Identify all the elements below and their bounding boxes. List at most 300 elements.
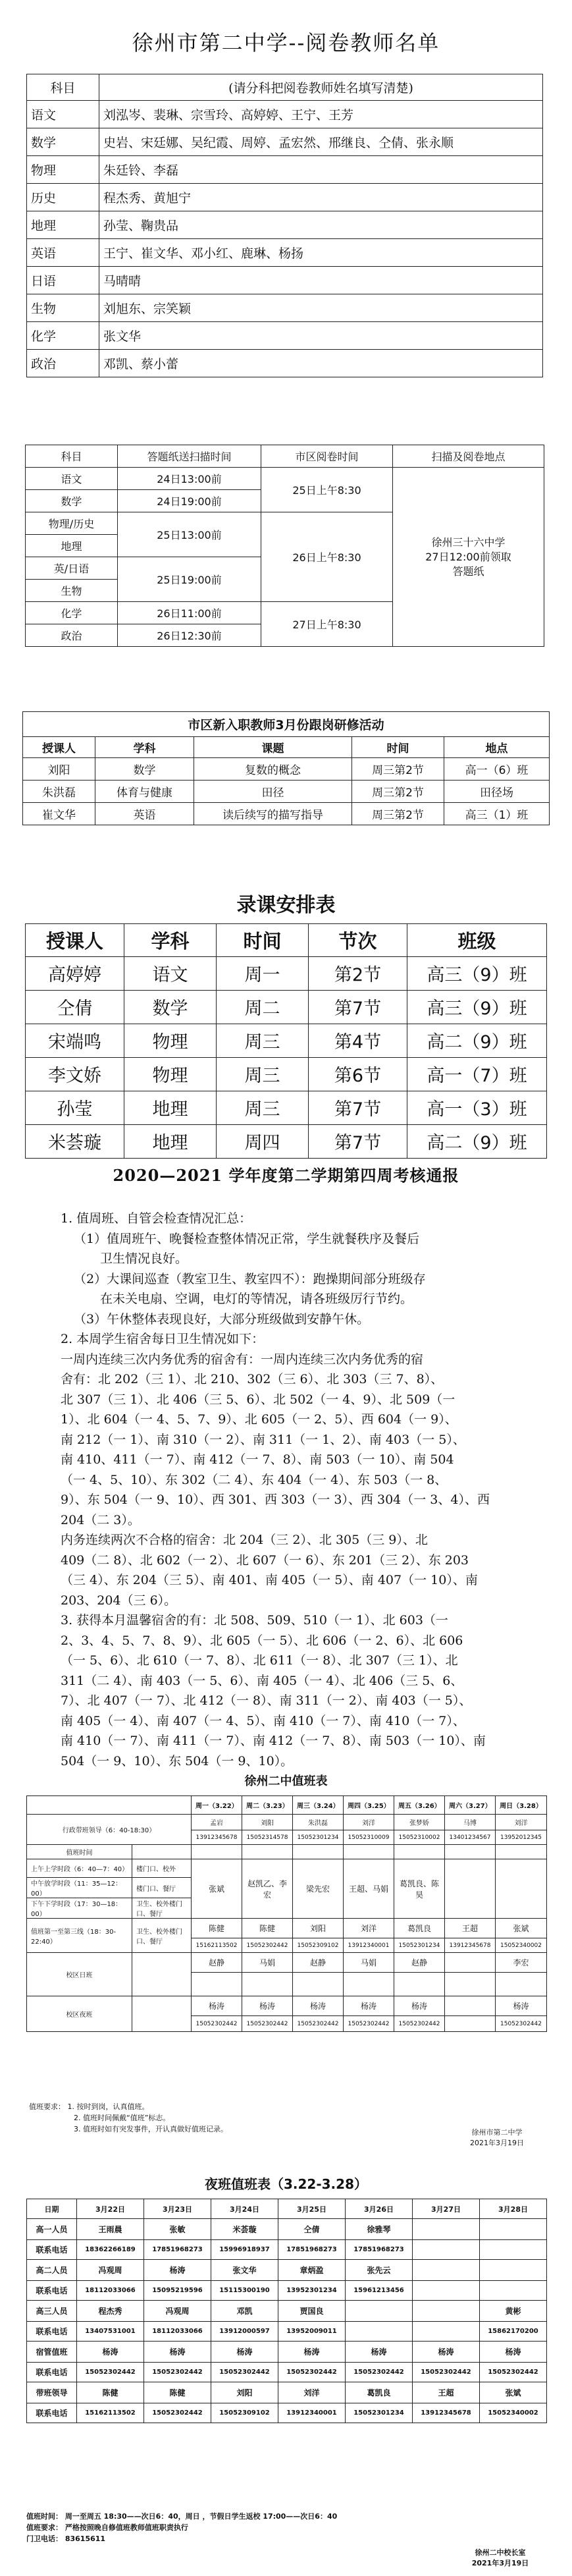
- row-label: 中午放学时段（11：35—12：00）: [27, 1878, 132, 1898]
- leader-name: 孟岩: [192, 1815, 242, 1830]
- teachers-cell: 朱廷铃、李磊: [99, 156, 543, 184]
- recording-cell: 周三: [217, 1057, 309, 1091]
- scan-time-cell: 25日19:00前: [118, 557, 261, 602]
- campus-day-teacher: 赵静: [192, 1953, 242, 1973]
- recording-cell: 物理: [124, 1057, 217, 1091]
- empty-cell: [445, 1859, 496, 1919]
- subject-cell: 英语: [27, 239, 99, 267]
- duty-teacher: 张斌: [192, 1859, 242, 1919]
- teachers-cell: 刘旭东、宗笑颖: [99, 294, 543, 322]
- teacher-cell: 章炳盈: [278, 2260, 346, 2281]
- teacher-cell: 刘洋: [278, 2382, 346, 2403]
- subject-cell: 英/日语: [26, 557, 118, 580]
- recording-table: [25, 883, 547, 1159]
- row-label: 高三人员: [27, 2301, 77, 2322]
- table-row: [26, 1124, 547, 1158]
- night-duty-title: 夜班值班表（3.22-3.28）: [205, 2176, 367, 2192]
- phone-cell: 15052302442: [278, 2363, 346, 2382]
- report-line: 舍有：北 202（三 1）、北 210、302（三 6）、北 303（三 7、8）、: [61, 1372, 444, 1386]
- report-line: 2、3、4、5、7、8、9）、北 605（一 5）、北 606（一 2、6）、北 606: [61, 1633, 463, 1648]
- empty-cell: [293, 1845, 344, 1859]
- night-phone: 15052340002: [496, 1938, 547, 1953]
- phone-cell: 15996918937: [211, 2240, 278, 2260]
- row-label: 下午下学时段（17：30—18：00）: [27, 1898, 132, 1919]
- row-label: 带班领导: [27, 2382, 77, 2403]
- phone-cell: 13407531001: [77, 2322, 144, 2342]
- table-row: [27, 2240, 547, 2260]
- report-line: 204（二 3）。: [61, 1512, 140, 1527]
- teacher-cell: [480, 2260, 547, 2281]
- campus-night-teacher: 杨涛: [192, 1996, 242, 2016]
- teacher-cell: [413, 2260, 480, 2281]
- teacher-cell: 米荟璇: [211, 2219, 278, 2240]
- subject-cell: 地理: [26, 535, 118, 557]
- table-row: [27, 128, 543, 156]
- header-cell: 扫描及阅卷地点: [393, 445, 544, 468]
- phone-cell: [413, 2240, 480, 2260]
- header-cell: 学科: [124, 923, 217, 956]
- night-note: 值班时间： 周一至周五 18:30——次日6：40，周日 ，节假日学生返校 17:00——次日6：40: [26, 2512, 338, 2521]
- teacher-cell: 邓凯: [211, 2301, 278, 2322]
- day-header: 3月26日: [346, 2199, 413, 2219]
- row-label: 联系电话: [27, 2281, 77, 2301]
- subject-cell: 政治: [27, 350, 99, 377]
- table-row: [27, 2322, 547, 2342]
- leader-row: [27, 1815, 547, 1830]
- subject-cell: 化学: [27, 322, 99, 350]
- leader-phone: 15052310009: [344, 1830, 394, 1845]
- place-line: 27日12:00前领取: [425, 550, 511, 563]
- leader-label: 行政带班领导（6：40-18:30）: [27, 1815, 192, 1845]
- report-body: [61, 1209, 521, 1771]
- teacher-cell: 杨涛: [144, 2342, 211, 2363]
- recording-cell: 第2节: [309, 956, 407, 990]
- night-teacher: 刘阳: [293, 1919, 344, 1938]
- phone-cell: 13952009011: [278, 2322, 346, 2342]
- post-cell: 卫生、校外楼门口、餐厅: [132, 1898, 192, 1919]
- corner-cell: [27, 1796, 192, 1815]
- campus-night-phone: 15052302442: [293, 2016, 344, 2032]
- campus-night-phone: 15052302442: [496, 2016, 547, 2032]
- training-title: 市区新入职教师3月份跟岗研修活动: [23, 712, 550, 737]
- training-cell: 英语: [95, 803, 194, 825]
- recording-cell: 地理: [124, 1124, 217, 1158]
- recording-cell: 高三（9）班: [407, 956, 547, 990]
- grading-time-cell: 27日上午8:30: [261, 602, 393, 647]
- grader-table: [26, 74, 543, 377]
- report-line: 1. 值周班、自管会检查情况汇总：: [61, 1211, 252, 1226]
- table-row: [27, 211, 543, 239]
- phone-cell: 15862170200: [480, 2322, 547, 2342]
- training-cell: 复数的概念: [194, 758, 352, 781]
- training-cell: 崔文华: [23, 803, 95, 825]
- leader-name: 刘洋: [496, 1815, 547, 1830]
- row-label: 校区日班: [27, 1953, 132, 1996]
- subject-cell: 语文: [26, 468, 118, 490]
- teacher-cell: 葛凯良: [346, 2382, 413, 2403]
- header-cell: 科目: [27, 74, 99, 101]
- campus-day-teacher: 马娟: [242, 1953, 293, 1973]
- recording-cell: 数学: [124, 990, 217, 1024]
- teachers-cell: 王宁、崔文华、邓小红、鹿琳、杨扬: [99, 239, 543, 267]
- report-line: 南 410（一 7）、南 411（一 7）、南 412（一 7、8）、南 503（一 10）、南: [61, 1734, 486, 1748]
- campus-night-phone: 15052302442: [394, 2016, 445, 2032]
- phone-cell: 17851968273: [346, 2240, 413, 2260]
- campus-night-teacher: [445, 1996, 496, 2016]
- night-teacher: 张斌: [496, 1919, 547, 1938]
- campus-night-teacher: 杨涛: [293, 1996, 344, 2016]
- place-line: 徐州三十六中学: [431, 535, 506, 549]
- leader-name: 朱洪磊: [293, 1815, 344, 1830]
- empty-cell: [293, 1973, 344, 1996]
- leader-name: 马博: [445, 1815, 496, 1830]
- post-cell: 卫生、校外楼门口、餐厅: [132, 1919, 192, 1953]
- report-line: 内务连续两次不合格的宿舍：北 204（三 2）、北 305（三 9）、北: [61, 1533, 428, 1547]
- table-row: [27, 267, 543, 294]
- recording-cell: 高三（9）班: [407, 990, 547, 1024]
- phone-cell: 15052340002: [480, 2403, 547, 2423]
- phone-cell: 17851968273: [144, 2240, 211, 2260]
- phone-cell: [480, 2240, 547, 2260]
- teacher-cell: 冯观周: [77, 2260, 144, 2281]
- recording-cell: 高婷婷: [26, 956, 124, 990]
- night-note: 门卫电话： 83615611: [26, 2535, 106, 2543]
- table-header-row: [27, 74, 543, 101]
- scan-time-cell: 26日12:30前: [118, 624, 261, 647]
- scan-time-cell: 26日11:00前: [118, 602, 261, 624]
- teachers-cell: 史岩、宋廷娜、吴纪霞、周婷、孟宏然、邢继良、仝倩、张永顺: [99, 128, 543, 156]
- leader-name: 张梦娇: [394, 1815, 445, 1830]
- campus-day-row: [27, 1953, 547, 1973]
- page-title: 徐州市第二中学--阅卷教师名单: [132, 30, 440, 55]
- recording-cell: 第6节: [309, 1057, 407, 1091]
- table-row: [27, 2301, 547, 2322]
- empty-cell: [496, 1845, 547, 1859]
- day-header: 3月28日: [480, 2199, 547, 2219]
- phone-cell: 15052302442: [211, 2363, 278, 2382]
- table-header-row: [26, 923, 547, 956]
- duty-note: 3. 值班时如有突发事件，开认真做好值班记录。: [74, 2125, 228, 2133]
- training-cell: 读后续写的描写指导: [194, 803, 352, 825]
- subject-cell: 政治: [26, 624, 118, 647]
- empty-cell: [242, 1845, 293, 1859]
- duty-title: 徐州二中值班表: [244, 1774, 328, 1788]
- recording-cell: 第4节: [309, 1024, 407, 1057]
- report-line: 一周内连续三次内务优秀的宿舍有：一周内连续三次内务优秀的宿: [61, 1352, 424, 1367]
- grading-time-cell: 25日上午8:30: [261, 468, 393, 512]
- teacher-cell: [480, 2219, 547, 2240]
- night-teacher: 刘洋: [344, 1919, 394, 1938]
- duty-teacher: 赵凯乙、李宏: [242, 1859, 293, 1919]
- subject-cell: 生物: [26, 580, 118, 602]
- recording-title: 录课安排表: [26, 883, 547, 923]
- teachers-cell: 刘泓岑、裴琳、宗雪玲、高婷婷、王宁、王芳: [99, 101, 543, 128]
- night-teacher: 陈健: [192, 1919, 242, 1938]
- header-cell: 授课人: [23, 737, 95, 758]
- table-row: [27, 350, 543, 377]
- teacher-cell: 贾国良: [278, 2301, 346, 2322]
- phone-cell: 15052302442: [480, 2363, 547, 2382]
- leader-phone: 15052310002: [394, 1830, 445, 1845]
- empty-cell: [445, 1845, 496, 1859]
- day-header: 周五（3.26）: [394, 1796, 445, 1815]
- subject-cell: 数学: [27, 128, 99, 156]
- teachers-cell: 马晴晴: [99, 267, 543, 294]
- table-row: [27, 239, 543, 267]
- post-cell: [132, 1996, 192, 2032]
- phone-cell: 15052302442: [144, 2403, 211, 2423]
- leader-name: 刘阳: [242, 1815, 293, 1830]
- campus-night-teacher: 杨涛: [394, 1996, 445, 2016]
- table-row: [27, 2219, 547, 2240]
- empty-cell: [394, 1973, 445, 1996]
- scan-time-cell: 24日13:00前: [118, 468, 261, 490]
- table-row: [27, 184, 543, 211]
- table-row: [27, 101, 543, 128]
- teacher-cell: 徐雅琴: [346, 2219, 413, 2240]
- phone-cell: 15052302442: [413, 2363, 480, 2382]
- night-phone: 13912345678: [445, 1938, 496, 1953]
- campus-night-phone: 15052302442: [344, 2016, 394, 2032]
- scan-time-cell: 25日13:00前: [118, 512, 261, 557]
- report-line: 311（二 4）、南 403（一 5、6）、南 405（一 4）、北 406（三 5、6、: [61, 1673, 463, 1688]
- phone-cell: [413, 2281, 480, 2301]
- leader-phone: 13401234567: [445, 1830, 496, 1845]
- table-row: [23, 803, 550, 825]
- teacher-cell: 杨涛: [278, 2342, 346, 2363]
- table-row: [27, 2342, 547, 2363]
- recording-cell: 周二: [217, 990, 309, 1024]
- recording-cell: 物理: [124, 1024, 217, 1057]
- night-teacher: 陈健: [242, 1919, 293, 1938]
- row-label: 上午上学时段（6：40—7：40）: [27, 1859, 132, 1878]
- header-cell: 时间: [352, 737, 444, 758]
- report-line: 南 212（一 1）、南 310（一 2）、南 311（一 1、2）、南 403（一 5）、: [61, 1432, 465, 1447]
- phone-cell: [346, 2322, 413, 2342]
- recording-cell: 周四: [217, 1124, 309, 1158]
- table-row: [27, 322, 543, 350]
- day-header: 3月22日: [77, 2199, 144, 2219]
- recording-cell: 米荟璇: [26, 1124, 124, 1158]
- empty-cell: [344, 1973, 394, 1996]
- report-line: 南 410、411（一 7）、南 412（一 7、8）、南 503（一 10）、南 504: [61, 1452, 454, 1467]
- campus-night-teacher: 杨涛: [496, 1996, 547, 2016]
- table-row: [27, 2363, 547, 2382]
- training-cell: 田径场: [444, 781, 550, 803]
- grading-time-cell: 26日上午8:30: [261, 512, 393, 602]
- duty-time-row: [27, 1845, 547, 1859]
- header-cell: 节次: [309, 923, 407, 956]
- training-cell: 刘阳: [23, 758, 95, 781]
- night-note: 值班要求： 严格按照晚自修值班教师值班职责执行: [26, 2523, 188, 2532]
- report-line: （3）午休整体表现良好，大部分班级做到安静午休。: [74, 1311, 370, 1327]
- teacher-list-section: [0, 26, 572, 371]
- teacher-cell: 王超: [413, 2382, 480, 2403]
- day-header: 周六（3.27）: [445, 1796, 496, 1815]
- empty-cell: [496, 1973, 547, 1996]
- table-row: [27, 2281, 547, 2301]
- night-row: [27, 1919, 547, 1938]
- table-row: [26, 468, 544, 490]
- teacher-cell: 张斌: [480, 2382, 547, 2403]
- header-cell: 班级: [407, 923, 547, 956]
- teacher-cell: 冯观周: [144, 2301, 211, 2322]
- campus-day-teacher: [445, 1953, 496, 1973]
- row-label: 值班第一至第三线（18：30-22:40）: [27, 1919, 132, 1953]
- report-line: （2）大课间巡查（教室卫生、教室四不）：跑操期间部分班级存: [74, 1271, 426, 1286]
- report-line: 3. 获得本月温馨宿舍的有：北 508、509、510（一 1）、北 603（一: [61, 1613, 448, 1628]
- post-cell: [132, 1845, 192, 1859]
- teacher-cell: 杨涛: [346, 2342, 413, 2363]
- row-label: 联系电话: [27, 2403, 77, 2423]
- recording-cell: 李文娇: [26, 1057, 124, 1091]
- subject-cell: 物理/历史: [26, 512, 118, 535]
- report-line: 在未关电扇、空调，电灯的等情况，请各班级厉行节约。: [100, 1292, 413, 1306]
- row-label: 宿管值班: [27, 2342, 77, 2363]
- recording-cell: 周一: [217, 956, 309, 990]
- report-line: 卫生情况良好。: [100, 1251, 188, 1266]
- day-header: 3月25日: [278, 2199, 346, 2219]
- campus-night-teacher: 杨涛: [242, 1996, 293, 2016]
- report-line: 7）、北 407（一 7）、北 412（一 8）、南 311（一 2）、南 403（一 5）、: [61, 1693, 472, 1708]
- phone-cell: 13912000597: [211, 2322, 278, 2342]
- training-cell: 体育与健康: [95, 781, 194, 803]
- table-row: [26, 1091, 547, 1124]
- recording-cell: 第7节: [309, 1091, 407, 1124]
- row-label: 高二人员: [27, 2260, 77, 2281]
- table-row: [26, 990, 547, 1024]
- header-cell: 科目: [26, 445, 118, 468]
- teacher-cell: 杨涛: [480, 2342, 547, 2363]
- report-line: （三 4）、东 204（三 5）、南 401、南 405（一 5）、南 407（一 10）、南: [61, 1573, 478, 1587]
- phone-cell: 15095219596: [144, 2281, 211, 2301]
- training-table: [22, 711, 550, 825]
- teacher-cell: 张文华: [211, 2260, 278, 2281]
- scan-schedule-table: [25, 445, 544, 647]
- teacher-cell: [346, 2301, 413, 2322]
- subject-cell: 地理: [27, 211, 99, 239]
- leader-phone: 15052301234: [293, 1830, 344, 1845]
- header-cell: 市区阅卷时间: [261, 445, 393, 468]
- teacher-cell: 杨涛: [211, 2342, 278, 2363]
- row-label: 高一人员: [27, 2219, 77, 2240]
- night-phone: 15162113502: [192, 1938, 242, 1953]
- teacher-cell: 张敏: [144, 2219, 211, 2240]
- scan-time-cell: 24日19:00前: [118, 490, 261, 512]
- training-cell: 数学: [95, 758, 194, 781]
- teacher-cell: 杨涛: [144, 2260, 211, 2281]
- night-teacher: 王超: [445, 1919, 496, 1938]
- recording-cell: 地理: [124, 1091, 217, 1124]
- teachers-cell: 张文华: [99, 322, 543, 350]
- empty-cell: [192, 1845, 242, 1859]
- recording-cell: 周三: [217, 1091, 309, 1124]
- teachers-cell: 邓凯、蔡小蕾: [99, 350, 543, 377]
- night-footer: 徐州二中校长室 2021年3月19日: [471, 2548, 529, 2567]
- table-row: [27, 2382, 547, 2403]
- teacher-cell: 杨涛: [77, 2342, 144, 2363]
- phone-cell: 18362266189: [77, 2240, 144, 2260]
- table-row: [27, 156, 543, 184]
- recording-cell: 高二（9）班: [407, 1124, 547, 1158]
- teacher-cell: 王雨晨: [77, 2219, 144, 2240]
- teacher-cell: 陈健: [77, 2382, 144, 2403]
- row-label: 联系电话: [27, 2363, 77, 2382]
- campus-day-teacher: 赵静: [394, 1953, 445, 1973]
- duty-teacher: 葛凯良、陈昊: [394, 1859, 445, 1919]
- day-header: 周日（3.28）: [496, 1796, 547, 1815]
- empty-cell: [344, 1845, 394, 1859]
- place-cell: [393, 468, 544, 647]
- training-cell: 朱洪磊: [23, 781, 95, 803]
- day-header: 周一（3.22）: [192, 1796, 242, 1815]
- subject-cell: 物理: [27, 156, 99, 184]
- teacher-cell: [413, 2301, 480, 2322]
- row-label: 联系电话: [27, 2240, 77, 2260]
- report-line: 2. 本周学生宿舍每日卫生情况如下：: [61, 1332, 265, 1346]
- table-header-row: [26, 445, 544, 468]
- row-label: 值班时间: [27, 1845, 132, 1859]
- phone-cell: 18112033066: [144, 2322, 211, 2342]
- campus-night-row: [27, 1996, 547, 2016]
- report-line: 北 307（三 1）、北 406（三 5、6）、北 502（一 4、9）、北 509（一: [61, 1392, 455, 1407]
- report-line: 9）、东 504（一 9、10）、西 301、西 303（一 3）、西 304（一 3、4）、西: [61, 1493, 490, 1507]
- table-header-row: [23, 737, 550, 758]
- teacher-cell: 程杰秀: [77, 2301, 144, 2322]
- table-header-row: [27, 2199, 547, 2219]
- campus-night-phone: [445, 2016, 496, 2032]
- phone-cell: 17851968273: [278, 2240, 346, 2260]
- table-row: [23, 781, 550, 803]
- night-phone: 15052301234: [394, 1938, 445, 1953]
- night-phone: 13912340001: [344, 1938, 394, 1953]
- empty-cell: [192, 1973, 242, 1996]
- empty-cell: [394, 1845, 445, 1859]
- teacher-cell: 刘阳: [211, 2382, 278, 2403]
- recording-cell: 语文: [124, 956, 217, 990]
- campus-day-teacher: 赵静: [293, 1953, 344, 1973]
- empty-cell: [445, 1973, 496, 1996]
- duty-notes: [29, 2101, 358, 2135]
- duty-teacher: 梁先宏: [293, 1859, 344, 1919]
- campus-night-teacher: 杨涛: [344, 1996, 394, 2016]
- place-line: 答题纸: [452, 564, 484, 578]
- day-header: 3月24日: [211, 2199, 278, 2219]
- phone-cell: 15052302442: [77, 2363, 144, 2382]
- day-header: 周三（3.24）: [293, 1796, 344, 1815]
- phone-cell: [480, 2281, 547, 2301]
- table-row: [26, 1057, 547, 1091]
- subject-cell: 化学: [26, 602, 118, 624]
- duty-footer: 徐州市第二中学 2021年3月19日: [470, 2128, 524, 2147]
- header-cell: (请分科把阅卷教师姓名填写清楚): [99, 74, 543, 101]
- header-cell: 地点: [444, 737, 550, 758]
- training-cell: 高三（1）班: [444, 803, 550, 825]
- subject-cell: 生物: [27, 294, 99, 322]
- phone-cell: 15052309102: [211, 2403, 278, 2423]
- empty-cell: [242, 1973, 293, 1996]
- training-cell: 周三第2节: [352, 758, 444, 781]
- empty-cell: [496, 1859, 547, 1919]
- day-header: 3月23日: [144, 2199, 211, 2219]
- recording-cell: 高一（3）班: [407, 1091, 547, 1124]
- table-row: [27, 2260, 547, 2281]
- recording-cell: 周三: [217, 1024, 309, 1057]
- report-line: 南 405（一 4）、南 407（一 4、5）、南 410（一 7）、南 410（一 7）、: [61, 1713, 465, 1728]
- day-header: 周四（3.25）: [344, 1796, 394, 1815]
- report-line: （一 5、6）、北 610（一 7、8）、北 611（一 8）、北 307（三 1）、北: [61, 1653, 458, 1668]
- training-cell: 周三第2节: [352, 781, 444, 803]
